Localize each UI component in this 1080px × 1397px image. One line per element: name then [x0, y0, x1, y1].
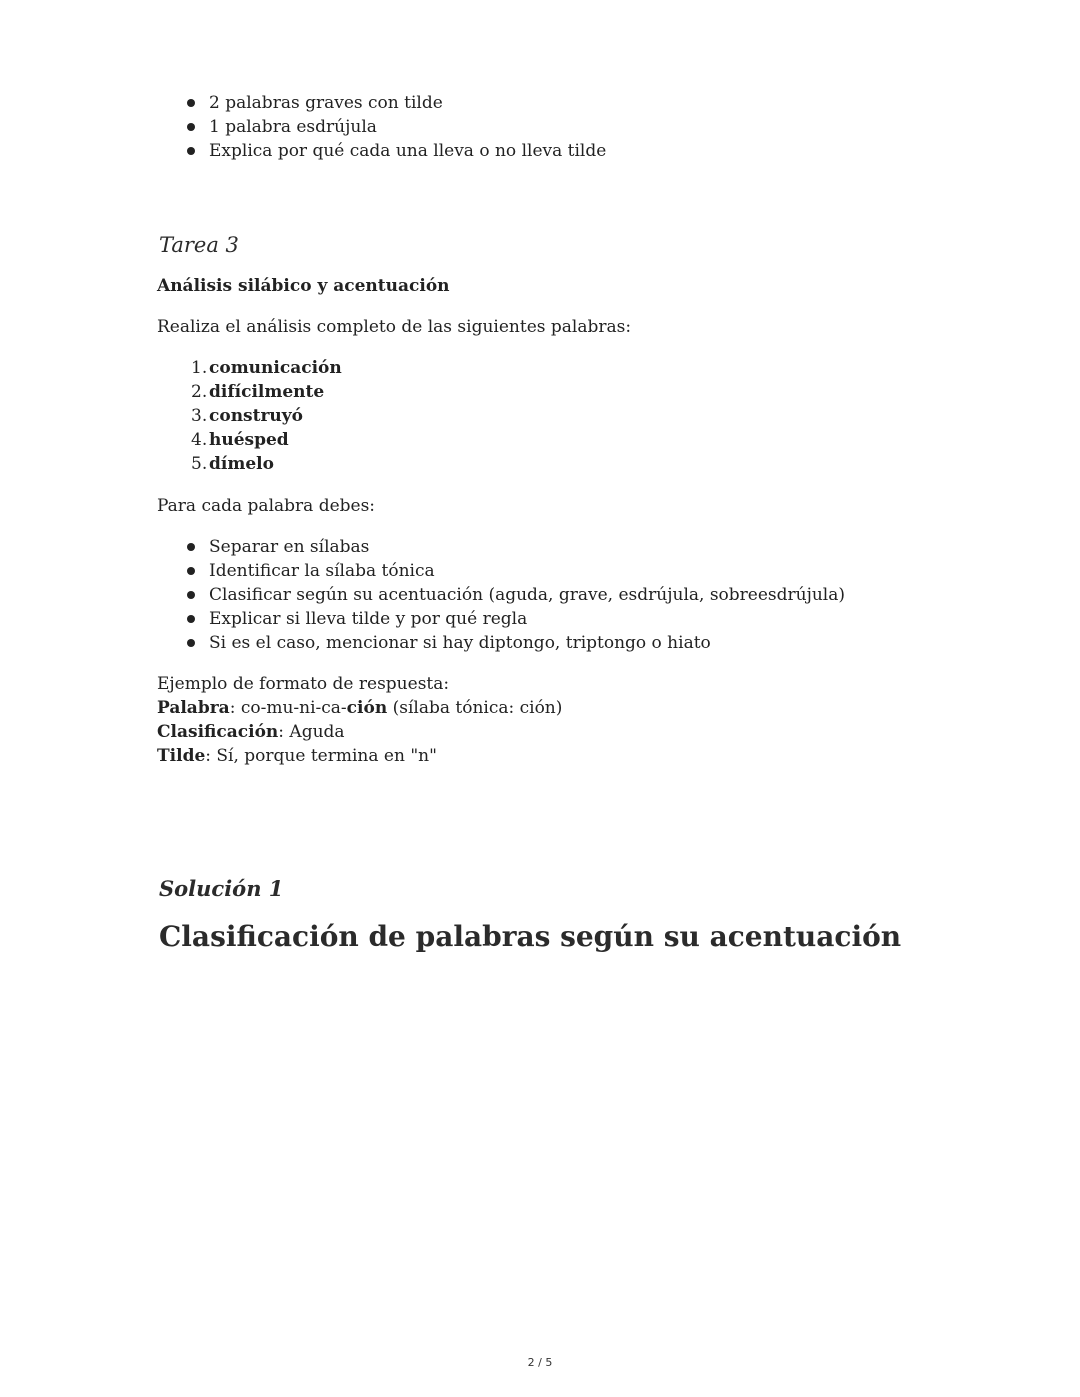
solution-heading: Clasificación de palabras según su acentuación	[159, 920, 902, 953]
list-item: Explica por qué cada una lleva o no lleva tilde	[209, 141, 607, 161]
item-number: 2.	[191, 382, 208, 402]
palabra-note: (sílaba tónica: ción)	[387, 698, 563, 718]
list-item	[191, 452, 274, 476]
example-tilde-line	[157, 744, 437, 768]
tilde-label: Tilde	[157, 746, 206, 766]
word: dímelo	[209, 454, 274, 474]
word: huésped	[209, 430, 289, 450]
item-number: 3.	[191, 406, 208, 426]
list-item	[191, 356, 342, 380]
tilde-value: : Sí, porque termina en "n"	[205, 746, 437, 766]
palabra-syllables: : co-mu-ni-ca-	[229, 698, 347, 718]
task-subtitle: Análisis silábico y acentuación	[157, 276, 450, 296]
palabra-label: Palabra	[157, 698, 230, 718]
list-item	[191, 404, 304, 428]
tonic-syllable: ción	[346, 698, 388, 718]
item-number: 1.	[191, 358, 208, 378]
word: comunicación	[209, 358, 342, 378]
item-number: 5.	[191, 454, 208, 474]
list-item: Identificar la sílaba tónica	[209, 561, 435, 581]
example-heading: Ejemplo de formato de respuesta:	[157, 674, 450, 694]
item-number: 4.	[191, 430, 208, 450]
page-number: 2 / 5	[527, 1356, 553, 1369]
for-each-text: Para cada palabra debes:	[157, 496, 376, 516]
list-item: Clasificar según su acentuación (aguda, grave, esdrújula, sobreesdrújula)	[209, 585, 846, 605]
list-item: Explicar si lleva tilde y por qué regla	[209, 609, 528, 629]
task-title: Tarea 3	[159, 233, 239, 257]
word: difícilmente	[209, 382, 325, 402]
example-palabra-line	[157, 696, 562, 720]
clasificacion-label: Clasificación	[157, 722, 279, 742]
clasificacion-value: : Aguda	[278, 722, 345, 742]
list-item	[191, 428, 289, 452]
list-item: Si es el caso, mencionar si hay diptongo, triptongo o hiato	[209, 633, 711, 653]
task-instruction: Realiza el análisis completo de las siguientes palabras:	[157, 317, 632, 337]
list-item	[191, 380, 325, 404]
list-item: 1 palabra esdrújula	[209, 117, 377, 137]
example-clasificacion-line	[157, 720, 345, 744]
word: construyó	[209, 406, 304, 426]
list-item: Separar en sílabas	[209, 537, 370, 557]
list-item: 2 palabras graves con tilde	[209, 93, 443, 113]
solution-title: Solución 1	[159, 876, 284, 901]
